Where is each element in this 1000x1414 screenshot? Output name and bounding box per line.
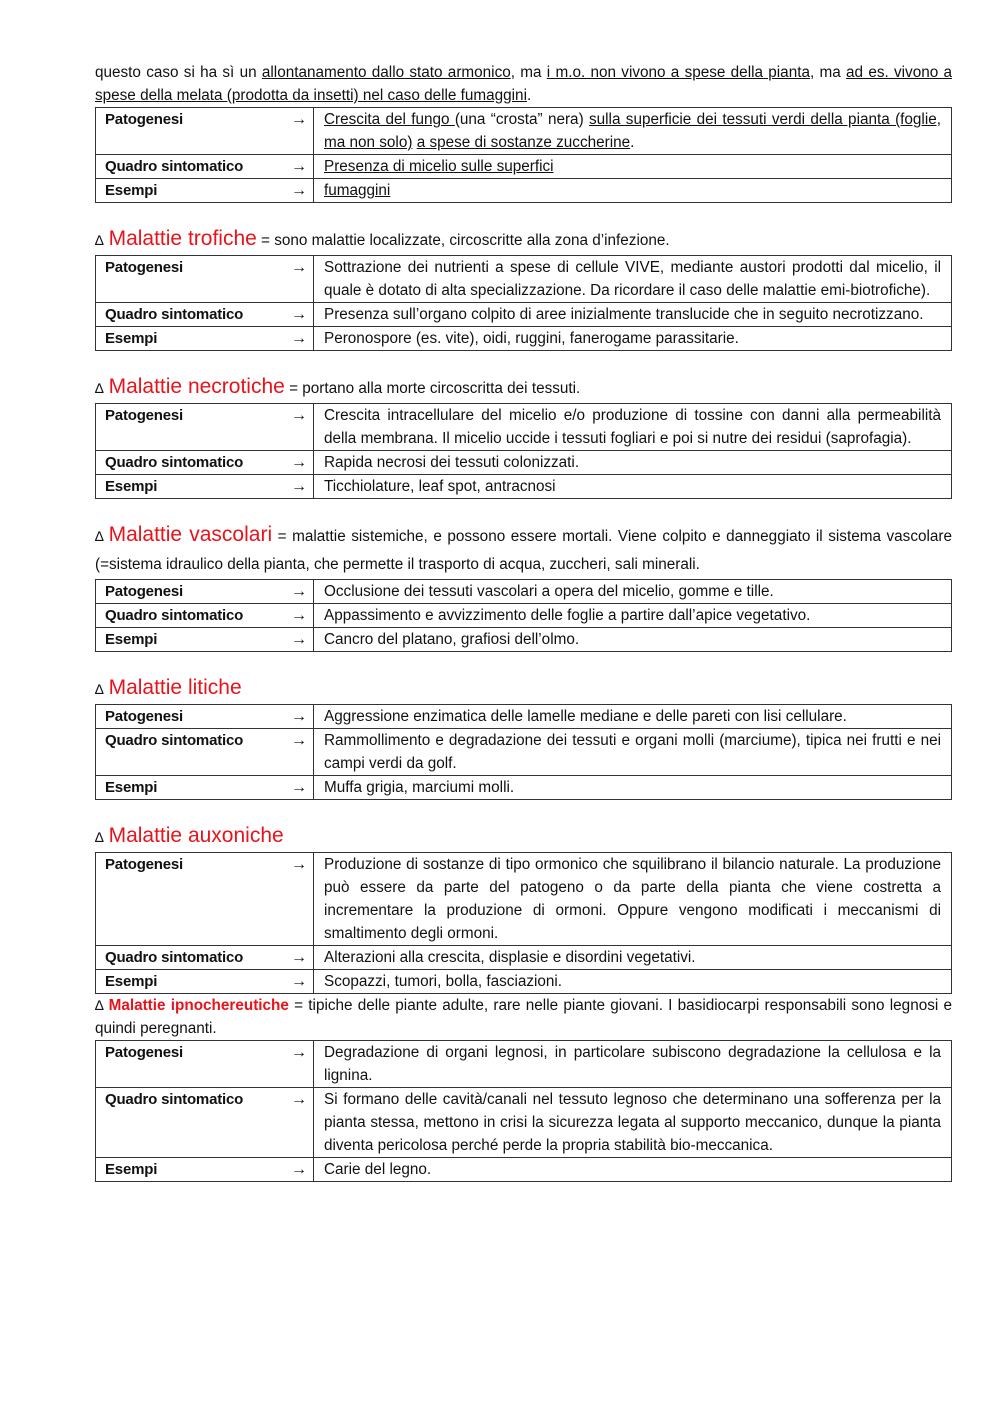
intro-underlined: i m.o. non vivono a spese della pianta [546, 64, 810, 81]
arrow-icon: → [285, 179, 314, 203]
table-row-patogenesi [96, 580, 952, 604]
section-description: = tipiche delle piante adulte, rare nelle piante giovani. I basidiocarpi responsabili sono legnosi e quindi peregnanti. [95, 997, 952, 1037]
delta-icon: ∆ [95, 997, 104, 1013]
row-value: Carie del legno. [314, 1158, 952, 1182]
section-title: Malattie necrotiche [108, 375, 285, 398]
row-label: Patogenesi [96, 404, 286, 451]
table-row-esempi [96, 776, 952, 800]
intro-text: questo caso si ha sì un [95, 64, 262, 81]
table-row-patogenesi [96, 404, 952, 451]
row-value: Aggressione enzimatica delle lamelle mediane e delle pareti con lisi cellulare. [314, 705, 952, 729]
arrow-icon: → [285, 155, 314, 179]
disease-section [95, 521, 952, 652]
row-value: Occlusione dei tessuti vascolari a opera del micelio, gomme e tille. [314, 580, 952, 604]
arrow-icon: → [285, 580, 314, 604]
page-content [95, 61, 952, 1182]
row-value: Rammollimento e degradazione dei tessuti e organi molli (marciume), tipica nei frutti e nei campi verdi da golf. [314, 729, 952, 776]
row-label: Esempi [96, 970, 286, 994]
arrow-icon: → [285, 853, 314, 946]
section-heading [95, 674, 952, 704]
section-table [95, 255, 952, 351]
delta-icon: ∆ [95, 829, 104, 845]
row-value: Appassimento e avvizzimento delle foglie a partire dall’apice vegetativo. [314, 604, 952, 628]
row-value: Rapida necrosi dei tessuti colonizzati. [314, 451, 952, 475]
row-label: Esempi [96, 776, 286, 800]
section-heading [95, 373, 952, 403]
row-label: Patogenesi [96, 256, 286, 303]
row-value: Crescita intracellulare del micelio e/o produzione di tossine con danni alla permeabilità della membrana. Il micelio uccide i tessuti fogliari e poi si nutre dei residui (saprofagia). [314, 404, 952, 451]
row-label: Esempi [96, 1158, 286, 1182]
section-heading [95, 521, 952, 579]
table-row-quadro [96, 729, 952, 776]
row-value [314, 179, 952, 203]
arrow-icon: → [285, 327, 314, 351]
row-label: Quadro sintomatico [96, 451, 286, 475]
row-value: Alterazioni alla crescita, displasie e disordini vegetativi. [314, 946, 952, 970]
section-title: Malattie trofiche [108, 227, 257, 250]
row-label: Quadro sintomatico [96, 155, 286, 179]
section-table [95, 403, 952, 499]
disease-section [95, 373, 952, 499]
intro-text: , ma [510, 64, 547, 81]
value-underlined: Crescita del fungo [324, 111, 455, 128]
table-row-quadro [96, 1088, 952, 1158]
table-row-patogenesi [96, 853, 952, 946]
disease-section [95, 225, 952, 351]
arrow-icon: → [285, 451, 314, 475]
row-value: Muffa grigia, marciumi molli. [314, 776, 952, 800]
row-label: Esempi [96, 179, 286, 203]
table-row-quadro [96, 451, 952, 475]
table-row-esempi [96, 1158, 952, 1182]
table-row-esempi [96, 970, 952, 994]
intro-underlined: allontanamento dallo stato armonico [261, 64, 511, 81]
table-row-quadro [96, 155, 952, 179]
arrow-icon: → [285, 705, 314, 729]
arrow-icon: → [285, 628, 314, 652]
table-row-quadro [96, 303, 952, 327]
section-description: = portano alla morte circoscritta dei tessuti. [284, 380, 581, 397]
arrow-icon: → [285, 1158, 314, 1182]
section-title: Malattie litiche [108, 676, 242, 699]
row-value: Cancro del platano, grafiosi dell’olmo. [314, 628, 952, 652]
arrow-icon: → [285, 1088, 314, 1158]
table-row-esempi [96, 475, 952, 499]
section-table [95, 579, 952, 652]
table-row-patogenesi [96, 705, 952, 729]
table-row-esempi [96, 179, 952, 203]
arrow-icon: → [285, 946, 314, 970]
value-text: (una “crosta” nera) [454, 111, 589, 128]
row-value: Produzione di sostanze di tipo ormonico che squilibrano il bilancio naturale. La produzione può essere da parte del patogeno o da parte della pianta che viene costretta a incrementare la produzione di ormoni. Oppure vengono modificati i meccanismi di smaltimento degli ormoni. [314, 853, 952, 946]
row-value [314, 108, 952, 155]
disease-section [95, 674, 952, 800]
row-label: Patogenesi [96, 580, 286, 604]
value-underlined: Presenza di micelio sulle superfici [324, 158, 554, 175]
row-label: Patogenesi [96, 108, 286, 155]
arrow-icon: → [285, 475, 314, 499]
section-title: Malattie auxoniche [108, 824, 284, 847]
row-label: Esempi [96, 628, 286, 652]
row-value [314, 155, 952, 179]
fumaggini-table [95, 107, 952, 203]
arrow-icon: → [285, 1041, 314, 1088]
section-description: = malattie sistemiche, e possono essere mortali. Viene colpito e danneggiato il sistema vascolare (=sistema idraulico della pianta, che permette il trasporto di acqua, zuccheri, sali minerali. [95, 528, 952, 573]
row-label: Quadro sintomatico [96, 604, 286, 628]
row-value: Si formano delle cavità/canali nel tessuto legnoso che determinano una sofferenza per la pianta stessa, mettono in crisi la sicurezza legata al supporto meccanico, dunque la pianta diventa pericolosa perché perde la propria stabilità bio-meccanica. [314, 1088, 952, 1158]
row-label: Esempi [96, 475, 286, 499]
arrow-icon: → [285, 303, 314, 327]
arrow-icon: → [285, 404, 314, 451]
table-row-quadro [96, 946, 952, 970]
intro-text: . [526, 87, 532, 104]
row-label: Quadro sintomatico [96, 729, 286, 776]
section-title: Malattie ipnochereutiche [108, 997, 289, 1014]
table-row-esempi [96, 628, 952, 652]
value-text: . [630, 134, 635, 151]
section-description: = sono malattie localizzate, circoscritte alla zona d’infezione. [256, 232, 670, 249]
table-row-patogenesi [96, 256, 952, 303]
disease-section [95, 822, 952, 994]
delta-icon: ∆ [95, 380, 104, 396]
disease-section [95, 994, 952, 1182]
intro-text: , ma [809, 64, 847, 81]
table-row-patogenesi [96, 1041, 952, 1088]
section-heading [95, 994, 952, 1040]
arrow-icon: → [285, 776, 314, 800]
intro-paragraph [95, 61, 952, 107]
row-label: Patogenesi [96, 853, 286, 946]
section-table [95, 1040, 952, 1182]
arrow-icon: → [285, 108, 314, 155]
delta-icon: ∆ [95, 232, 104, 248]
value-underlined: fumaggini [324, 182, 391, 199]
intro-underlined: ad es. vivono a spese della melata (prodotta da insetti) nel caso delle fumaggini [95, 64, 953, 104]
section-table [95, 852, 952, 994]
row-label: Esempi [96, 327, 286, 351]
section-heading [95, 822, 952, 852]
sections-container [95, 225, 952, 1182]
delta-icon: ∆ [95, 528, 104, 544]
table-row-quadro [96, 604, 952, 628]
table-row-patogenesi [96, 108, 952, 155]
value-underlined: a spese di sostanze zuccherine [416, 134, 631, 151]
row-label: Patogenesi [96, 705, 286, 729]
section-title: Malattie vascolari [108, 523, 273, 546]
section-table [95, 704, 952, 800]
row-value: Presenza sull’organo colpito di aree inizialmente translucide che in seguito necrotizzano. [314, 303, 952, 327]
row-label: Quadro sintomatico [96, 303, 286, 327]
row-label: Quadro sintomatico [96, 946, 286, 970]
row-value: Scopazzi, tumori, bolla, fasciazioni. [314, 970, 952, 994]
row-label: Quadro sintomatico [96, 1088, 286, 1158]
row-value: Peronospore (es. vite), oidi, ruggini, fanerogame parassitarie. [314, 327, 952, 351]
arrow-icon: → [285, 604, 314, 628]
row-label: Patogenesi [96, 1041, 286, 1088]
delta-icon: ∆ [95, 681, 104, 697]
row-value: Ticchiolature, leaf spot, antracnosi [314, 475, 952, 499]
row-value: Degradazione di organi legnosi, in particolare subiscono degradazione la cellulosa e la lignina. [314, 1041, 952, 1088]
section-heading [95, 225, 952, 255]
arrow-icon: → [285, 970, 314, 994]
table-row-esempi [96, 327, 952, 351]
arrow-icon: → [285, 256, 314, 303]
arrow-icon: → [285, 729, 314, 776]
value-underlined: sulla superficie dei tessuti verdi della pianta (foglie, ma non solo) [324, 111, 941, 151]
row-value: Sottrazione dei nutrienti a spese di cellule VIVE, mediante austori prodotti dal micelio, il quale è dotato di alta specializzazione. Da ricordare il caso delle malattie emi-biotrofiche). [314, 256, 952, 303]
